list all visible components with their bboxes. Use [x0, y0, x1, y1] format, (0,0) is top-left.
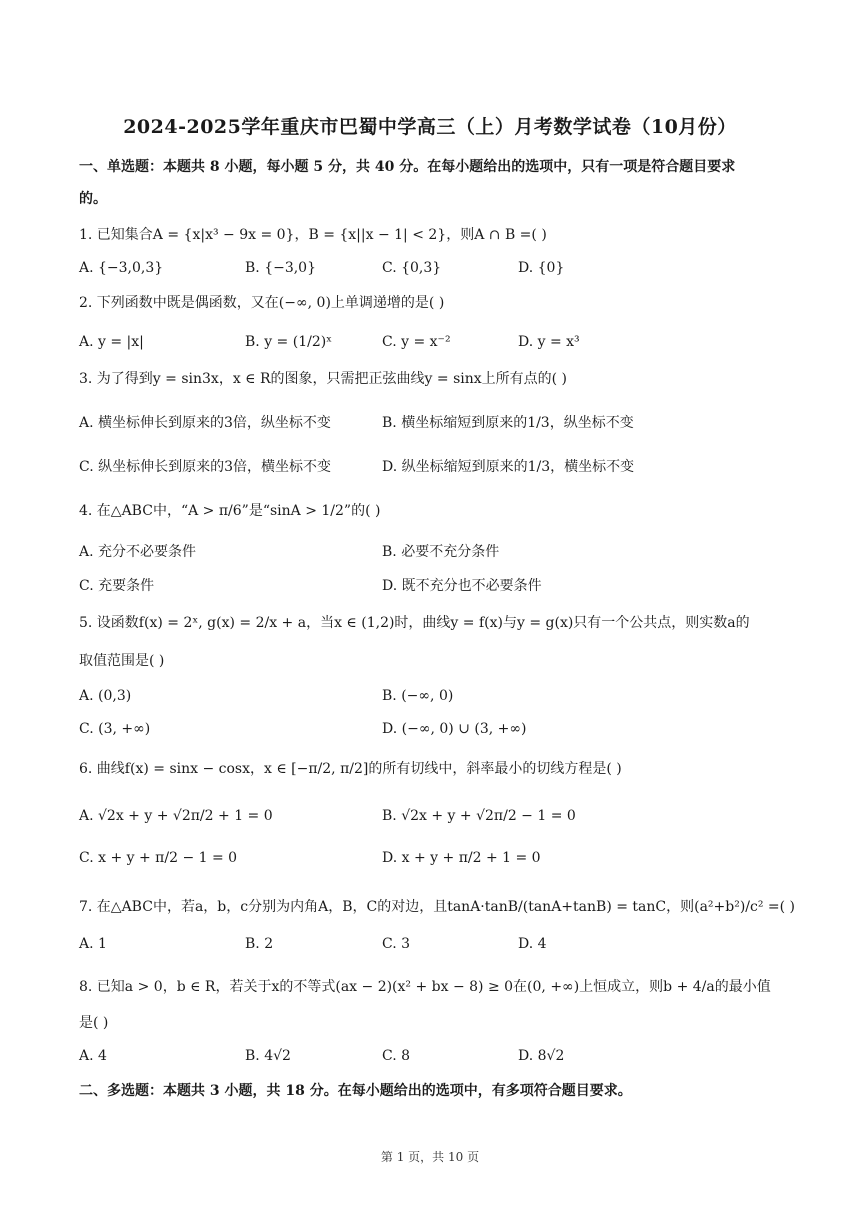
q4-option-b[interactable]: B. 必要不充分条件: [382, 544, 500, 560]
q8-option-c[interactable]: C. 8: [382, 1048, 411, 1064]
q4-option-c[interactable]: C. 充要条件: [79, 578, 155, 594]
q3-option-b[interactable]: B. 横坐标缩短到原来的1/3，纵坐标不变: [382, 415, 634, 431]
exam-title: 2024-2025学年重庆市巴蜀中学高三（上）月考数学试卷（10月份）: [123, 116, 737, 138]
q2-option-d[interactable]: D. y = x³: [518, 334, 580, 350]
q1-option-d[interactable]: D. {0}: [518, 260, 565, 276]
q7-option-d[interactable]: D. 4: [518, 936, 547, 952]
question-8: 8. 已知a > 0，b ∈ R，若关于x的不等式(ax − 2)(x² + bx − 8) ≥ 0在(0, +∞)上恒成立，则b + 4/a的最小值: [79, 979, 771, 995]
section-multi-choice-heading: 二、多选题：本题共 3 小题，共 18 分。在每小题给出的选项中，有多项符合题目要求。: [79, 1083, 632, 1099]
question-4: 4. 在△ABC中，“A > π/6”是“sinA > 1/2”的( ): [79, 503, 381, 519]
question-6: 6. 曲线f(x) = sinx − cosx，x ∈ [−π/2, π/2]的所有切线中，斜率最小的切线方程是( ): [79, 761, 622, 777]
question-3: 3. 为了得到y = sin3x，x ∈ R的图象，只需把正弦曲线y = sinx上所有点的( ): [79, 371, 568, 387]
q6-option-a[interactable]: A. √2x + y + √2π/2 + 1 = 0: [79, 808, 273, 824]
page-footer: 第 1 页，共 10 页: [380, 1150, 480, 1164]
question-5: 5. 设函数f(x) = 2ˣ, g(x) = 2/x + a，当x ∈ (1,2)时，曲线y = f(x)与y = g(x)只有一个公共点，则实数a的: [79, 615, 750, 631]
q3-option-c[interactable]: C. 纵坐标伸长到原来的3倍，横坐标不变: [79, 459, 332, 475]
q7-option-c[interactable]: C. 3: [382, 936, 411, 952]
q2-option-a[interactable]: A. y = |x|: [79, 334, 144, 350]
question-8-cont: 是( ): [79, 1015, 109, 1031]
q7-option-b[interactable]: B. 2: [245, 936, 274, 952]
q5-option-c[interactable]: C. (3, +∞): [79, 721, 151, 737]
q6-option-c[interactable]: C. x + y + π/2 − 1 = 0: [79, 850, 238, 866]
question-1: 1. 已知集合A = {x|x³ − 9x = 0}，B = {x||x − 1| < 2}，则A ∩ B =( ): [79, 227, 547, 243]
section-single-choice-heading: 一、单选题：本题共 8 小题，每小题 5 分，共 40 分。在每小题给出的选项中，只有一项是符合题目要求: [79, 159, 736, 175]
q2-option-c[interactable]: C. y = x⁻²: [382, 334, 451, 350]
q6-option-d[interactable]: D. x + y + π/2 + 1 = 0: [382, 850, 541, 866]
question-5-cont: 取值范围是( ): [79, 653, 165, 669]
q5-option-b[interactable]: B. (−∞, 0): [382, 688, 454, 704]
q5-option-a[interactable]: A. (0,3): [79, 688, 132, 704]
question-2: 2. 下列函数中既是偶函数，又在(−∞, 0)上单调递增的是( ): [79, 295, 445, 311]
q1-option-b[interactable]: B. {−3,0}: [245, 260, 316, 276]
q7-option-a[interactable]: A. 1: [79, 936, 107, 952]
section-single-choice-heading-cont: 的。: [79, 191, 107, 207]
q8-option-b[interactable]: B. 4√2: [245, 1048, 291, 1064]
q2-option-b[interactable]: B. y = (1/2)ˣ: [245, 334, 333, 350]
q6-option-b[interactable]: B. √2x + y + √2π/2 − 1 = 0: [382, 808, 576, 824]
question-7: 7. 在△ABC中，若a，b，c分别为内角A，B，C的对边，且tanA·tanB/(tanA+tanB) = tanC，则(a²+b²)/c² =( ): [79, 899, 796, 915]
q3-option-a[interactable]: A. 横坐标伸长到原来的3倍，纵坐标不变: [79, 415, 331, 431]
q5-option-d[interactable]: D. (−∞, 0) ∪ (3, +∞): [382, 721, 527, 737]
q1-option-c[interactable]: C. {0,3}: [382, 260, 442, 276]
q4-option-d[interactable]: D. 既不充分也不必要条件: [382, 578, 542, 594]
q8-option-d[interactable]: D. 8√2: [518, 1048, 565, 1064]
q3-option-d[interactable]: D. 纵坐标缩短到原来的1/3，横坐标不变: [382, 459, 635, 475]
q1-option-a[interactable]: A. {−3,0,3}: [79, 260, 164, 276]
q4-option-a[interactable]: A. 充分不必要条件: [79, 544, 197, 560]
q8-option-a[interactable]: A. 4: [79, 1048, 107, 1064]
